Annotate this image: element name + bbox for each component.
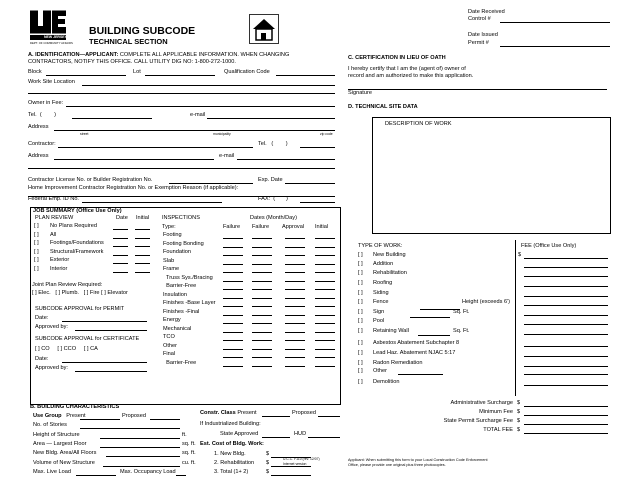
work-type-label: Other <box>373 368 387 374</box>
cert-date-field[interactable] <box>62 362 147 363</box>
inspection-date-field[interactable] <box>315 315 335 316</box>
section-a-instructions: COMPLETE ALL APPLICABLE INFORMATION. WHEN CHANGING <box>119 52 290 58</box>
contractor-email-label: e-mail <box>219 153 235 159</box>
inspection-date-field[interactable] <box>315 255 335 256</box>
inspection-date-field[interactable] <box>223 255 243 256</box>
inspection-date-field[interactable] <box>285 366 305 367</box>
fee-dollar-sign: $ <box>518 252 522 258</box>
inspections-dates-header: Dates (Month/Day) <box>250 215 297 221</box>
inspection-date-field[interactable] <box>252 289 272 290</box>
fee-field[interactable] <box>524 356 608 357</box>
plan-date-header: Date <box>116 215 128 221</box>
fee-field[interactable] <box>524 258 608 259</box>
fee-summary-field[interactable] <box>524 424 608 425</box>
work-site-field[interactable] <box>82 85 335 86</box>
fee-field[interactable] <box>524 305 608 306</box>
cost-item-label: 1. New Bldg. <box>214 451 246 457</box>
cost-dollar-sign: $ <box>266 460 270 466</box>
date-issued-label: Date Issued <box>468 32 498 38</box>
plan-review-item[interactable]: [ ] <box>34 265 39 272</box>
work-type-label: Radon Remediation <box>373 360 423 366</box>
inspection-date-field[interactable] <box>315 298 335 299</box>
work-type-checkbox[interactable]: [ ] <box>358 340 363 346</box>
fee-field[interactable] <box>524 324 608 325</box>
inspection-date-field[interactable] <box>285 264 305 265</box>
fee-summary-dollar: $ <box>517 409 521 415</box>
fee-summary-field[interactable] <box>524 406 608 407</box>
section-c-heading: C. CERTIFICATION IN LIEU OF OATH <box>348 55 446 61</box>
fee-field[interactable] <box>524 296 608 297</box>
new-area-unit: sq. ft. <box>182 450 196 456</box>
section-a-instructions-2: CONTRACTORS, NOTIFY THIS OFFICE. CALL UTILITY DIG NO: 1-800-272-1000. <box>28 59 236 65</box>
fee-summary-label: State Permit Surcharge Fee <box>443 418 513 424</box>
control-no-label: Control # <box>468 16 491 22</box>
owner-field[interactable] <box>66 106 335 107</box>
inspection-date-field[interactable] <box>223 289 243 290</box>
plan-date-field[interactable] <box>113 246 128 247</box>
state-approved-label: State Approved <box>220 431 259 437</box>
occupancy-field[interactable] <box>176 475 186 476</box>
use-group-proposed: Proposed <box>122 413 146 419</box>
street-caption: street <box>80 132 89 136</box>
lot-field[interactable] <box>145 75 215 76</box>
inspection-date-field[interactable] <box>223 298 243 299</box>
inspection-date-field[interactable] <box>285 281 305 282</box>
use-group-present: Present <box>66 413 86 419</box>
house-icon <box>249 14 279 44</box>
height-label: Height of Structure <box>33 432 80 438</box>
work-type-label: Roofing <box>373 280 393 286</box>
form-version: Internet version <box>283 462 307 466</box>
inspection-date-field[interactable] <box>285 332 305 333</box>
work-type-checkbox[interactable]: [ ] <box>358 379 363 385</box>
plan-initial-header: Initial <box>136 215 150 221</box>
signature-label: Signature <box>348 90 372 96</box>
plan-review-item[interactable]: [ ] <box>34 257 39 263</box>
other-field[interactable] <box>398 374 443 375</box>
work-type-label: Rehabilitation <box>373 270 407 276</box>
joint-review-options[interactable]: [ ] Elec. [ ] Plumb. [ ] Fire [ ] Elevator <box>32 290 128 296</box>
municipality-caption: municipality <box>213 132 231 136</box>
inspection-date-field[interactable] <box>252 272 272 273</box>
inspection-type: Final <box>163 351 176 357</box>
cost-field[interactable] <box>271 475 311 476</box>
plan-initial-field[interactable] <box>135 272 150 273</box>
fee-header: FEE (Office Use Only) <box>521 243 577 249</box>
plan-initial-field[interactable] <box>135 246 150 247</box>
work-type-label: Asbestos Abatement Subchapter 8 <box>373 340 460 346</box>
section-b-heading: B. BUILDING CHARACTERISTICS <box>30 404 120 410</box>
cost-item-label: 2. Rehabilitation <box>214 460 255 466</box>
use-group-label: Use Group <box>33 413 62 419</box>
home-improvement-label: Home Improvement Contractor Registration No. or Exemption Reason (if applicable): <box>28 185 239 191</box>
inspection-type: Frame <box>163 266 180 272</box>
inspection-date-field[interactable] <box>315 264 335 265</box>
federal-id-field[interactable] <box>82 202 222 203</box>
inspection-type: Slab <box>163 257 175 264</box>
owner-label: Owner in Fee: <box>28 100 64 106</box>
plan-review-item-label: Structural/Framework <box>50 248 104 255</box>
contractor-tel-field[interactable] <box>300 147 335 148</box>
inspection-date-field[interactable] <box>315 366 335 367</box>
plan-review-item[interactable]: [ ] <box>34 223 39 229</box>
work-type-label: Addition <box>373 261 394 267</box>
live-load-label: Max. Live Load <box>33 469 71 475</box>
inspection-date-field[interactable] <box>223 349 243 350</box>
page-title: BUILDING SUBCODE <box>89 25 196 37</box>
inspection-date-field[interactable] <box>252 357 272 358</box>
height-unit: ft. <box>182 432 187 438</box>
approval-date-label: Date: <box>35 315 49 321</box>
inspection-date-field[interactable] <box>223 357 243 358</box>
inspection-date-field[interactable] <box>252 255 272 256</box>
inspection-date-field[interactable] <box>223 323 243 324</box>
inspections-failure-header-2: Failure <box>252 224 270 230</box>
certification-text-1: I hereby certify that I am the (agent of) owner of <box>348 66 466 72</box>
work-type-checkbox[interactable]: [ ] <box>358 252 363 258</box>
owner-tel-label: Tel. ( ) <box>28 112 57 118</box>
work-type-checkbox[interactable]: [ ] <box>358 309 363 315</box>
zip-caption: zip code <box>320 132 333 136</box>
state-approved-field[interactable] <box>262 437 290 438</box>
inspection-date-field[interactable] <box>252 315 272 316</box>
inspection-date-field[interactable] <box>285 238 305 239</box>
area-field[interactable] <box>100 447 180 448</box>
page-subtitle: TECHNICAL SECTION <box>89 37 168 46</box>
inspection-date-field[interactable] <box>285 315 305 316</box>
inspection-date-field[interactable] <box>315 349 335 350</box>
inspection-date-field[interactable] <box>223 340 243 341</box>
plan-review-item-label: All <box>50 231 57 238</box>
cert-approved-by-field[interactable] <box>75 371 147 372</box>
constr-class-present: Present <box>237 410 257 416</box>
inspection-type: Barrier-Free <box>163 359 197 366</box>
plan-date-field[interactable] <box>113 263 128 264</box>
plan-review-item[interactable]: [ ] <box>34 248 39 255</box>
fee-summary-dollar: $ <box>517 418 521 424</box>
hud-field[interactable] <box>308 437 340 438</box>
inspection-date-field[interactable] <box>223 281 243 282</box>
cost-dollar-sign: $ <box>266 469 270 475</box>
contractor-tel-label: Tel. ( ) <box>258 141 288 147</box>
logo <box>29 10 67 45</box>
fee-summary-field[interactable] <box>524 415 608 416</box>
description-label: DESCRIPTION OF WORK <box>385 121 452 127</box>
type-of-work-label: TYPE OF WORK: <box>358 243 403 249</box>
fee-field[interactable] <box>524 286 608 287</box>
contractor-address-label: Address <box>28 153 49 159</box>
work-type-label: Retaining Wall <box>373 328 409 334</box>
work-type-checkbox[interactable]: [ ] <box>358 290 363 296</box>
fee-summary-dollar: $ <box>517 400 521 406</box>
logo-subtext: DEPT. OF COMMUNITY AFFAIRS <box>30 41 73 45</box>
work-type-label: Sign <box>373 309 385 315</box>
form-id: U.C.C. F110 (rev. 12/07) <box>283 457 320 461</box>
federal-id-label: Federal Emp. ID No. <box>28 196 79 202</box>
work-type-label: Lead Haz. Abatement NJAC 5:17 <box>373 350 456 356</box>
plan-initial-field[interactable] <box>135 229 150 230</box>
inspection-date-field[interactable] <box>315 238 335 239</box>
constr-class-label: Constr. Class <box>200 410 236 416</box>
fee-field[interactable] <box>524 346 608 347</box>
cost-field[interactable] <box>271 466 311 467</box>
work-type-label: Pool <box>373 318 385 324</box>
volume-label: Volume of New Structure <box>33 460 95 466</box>
height-field[interactable] <box>100 438 180 439</box>
owner-tel-field[interactable] <box>72 118 152 119</box>
inspection-date-field[interactable] <box>223 332 243 333</box>
use-group-proposed-field[interactable] <box>150 419 180 420</box>
new-area-field[interactable] <box>106 456 180 457</box>
owner-address-field[interactable] <box>54 130 335 131</box>
work-type-checkbox[interactable]: [ ] <box>358 360 363 366</box>
plan-initial-field[interactable] <box>135 238 150 239</box>
inspection-date-field[interactable] <box>252 323 272 324</box>
exp-date-label: Exp. Date <box>258 177 283 183</box>
inspection-date-field[interactable] <box>223 272 243 273</box>
owner-address-label: Address <box>28 124 49 130</box>
volume-field[interactable] <box>103 466 180 467</box>
inspection-date-field[interactable] <box>223 366 243 367</box>
cert-date-label: Date: <box>35 356 49 362</box>
inspection-date-field[interactable] <box>285 340 305 341</box>
inspection-type: Finishes -Base Layer <box>163 300 216 306</box>
fee-summary-label: Minimum Fee <box>479 409 513 415</box>
approved-by-label: Approved by: <box>35 324 68 330</box>
inspection-type: Mechanical <box>163 325 192 332</box>
plan-initial-field[interactable] <box>135 263 150 264</box>
constr-class-proposed-field[interactable] <box>318 416 340 417</box>
fax-field[interactable] <box>300 202 335 203</box>
block-label: Block <box>28 69 42 75</box>
sign-sqft-label: Sq. Ft. <box>453 309 470 315</box>
plan-review-label: PLAN REVIEW <box>35 215 74 221</box>
job-summary-heading: JOB SUMMARY (Office Use Only) <box>33 208 122 214</box>
qual-code-label: Qualification Code <box>224 69 270 75</box>
fee-column <box>515 240 612 396</box>
work-type-checkbox[interactable]: [ ] <box>358 368 363 374</box>
cost-dollar-sign: $ <box>266 451 270 457</box>
owner-email-field[interactable] <box>207 118 335 119</box>
fax-label: FAX: ( ) <box>258 196 288 202</box>
plan-review-item[interactable]: [ ] <box>34 231 39 238</box>
inspection-date-field[interactable] <box>223 315 243 316</box>
inspection-date-field[interactable] <box>285 357 305 358</box>
plan-date-field[interactable] <box>113 255 128 256</box>
work-type-checkbox[interactable]: [ ] <box>358 328 363 334</box>
plan-date-field[interactable] <box>113 229 128 230</box>
inspection-type: Insulation <box>163 291 187 298</box>
inspection-date-field[interactable] <box>315 340 335 341</box>
approval-permit-label: SUBCODE APPROVAL for PERMIT <box>35 306 125 312</box>
certification-text-2: record and am authorized to make this application. <box>348 73 474 79</box>
fee-summary-label: TOTAL FEE <box>483 427 513 433</box>
fee-field[interactable] <box>524 276 608 277</box>
fee-field[interactable] <box>524 334 608 335</box>
exp-date-field[interactable] <box>285 183 335 184</box>
description-box[interactable] <box>372 117 611 234</box>
inspections-type-header: Type: <box>162 224 176 230</box>
inspections-initial-header: Initial <box>315 224 329 230</box>
est-cost-label: Est. Cost of Bldg. Work: <box>200 441 264 447</box>
inspection-date-field[interactable] <box>315 247 335 248</box>
plan-review-item[interactable]: [ ] <box>34 240 39 246</box>
inspections-label: INSPECTIONS <box>162 215 200 221</box>
section-a-heading: A. IDENTIFICATION—APPLICANT: <box>28 52 119 58</box>
approval-date-field[interactable] <box>62 321 147 322</box>
owner-email-label: e-mail <box>190 112 206 118</box>
inspection-date-field[interactable] <box>252 366 272 367</box>
inspection-date-field[interactable] <box>315 323 335 324</box>
work-type-checkbox[interactable]: [ ] <box>358 270 363 276</box>
approval-cert-label: SUBCODE APPROVAL for CERTIFICATE <box>35 336 140 342</box>
new-area-label: New Bldg. Area/All Floors <box>33 450 97 456</box>
wall-sqft-label: Sq. Ft. <box>453 328 470 334</box>
stories-label: No. of Stories <box>33 422 67 428</box>
constr-class-proposed: Proposed <box>292 410 316 416</box>
volume-unit: cu. ft. <box>182 460 196 466</box>
contractor-field[interactable] <box>58 147 253 148</box>
inspection-type: Footing <box>163 232 182 238</box>
inspection-date-field[interactable] <box>252 247 272 248</box>
inspection-type: Other <box>163 342 177 349</box>
work-type-checkbox[interactable]: [ ] <box>358 261 363 267</box>
inspection-date-field[interactable] <box>223 264 243 265</box>
fee-field[interactable] <box>524 374 608 375</box>
inspections-failure-header-1: Failure <box>223 224 241 230</box>
inspection-date-field[interactable] <box>285 289 305 290</box>
fence-height-label: Height (exceeds 6') <box>462 299 511 305</box>
work-type-label: Fence <box>373 299 389 305</box>
inspection-date-field[interactable] <box>285 298 305 299</box>
work-site-label: Work Site Location <box>28 79 75 85</box>
inspections-approval-header: Approval <box>282 224 305 230</box>
inspection-date-field[interactable] <box>315 272 335 273</box>
work-type-checkbox[interactable]: [ ] <box>358 280 363 286</box>
fee-summary-label: Administrative Surcharge <box>450 400 513 406</box>
inspection-type: Truss Sys./Bracing <box>163 274 213 281</box>
inspection-date-field[interactable] <box>223 238 243 239</box>
work-type-label: Siding <box>373 290 389 296</box>
constr-class-present-field[interactable] <box>262 416 290 417</box>
cert-options[interactable]: [ ] CO [ ] CCO [ ] CA <box>35 346 98 352</box>
stories-field[interactable] <box>80 428 180 429</box>
inspection-date-field[interactable] <box>285 306 305 307</box>
license-field[interactable] <box>169 183 253 184</box>
inspection-date-field[interactable] <box>315 289 335 290</box>
inspection-date-field[interactable] <box>315 357 335 358</box>
inspection-date-field[interactable] <box>285 272 305 273</box>
inspection-date-field[interactable] <box>252 264 272 265</box>
fee-field[interactable] <box>524 385 608 386</box>
plan-date-field[interactable] <box>113 272 128 273</box>
inspection-date-field[interactable] <box>252 349 272 350</box>
work-type-checkbox[interactable]: [ ] <box>358 318 363 324</box>
plan-review-item-label: Footings/Foundations <box>50 240 104 246</box>
inspection-type: TCO <box>163 334 175 340</box>
inspection-date-field[interactable] <box>285 323 305 324</box>
cost-item-label: 3. Total (1+ 2) <box>214 469 249 475</box>
lot-label: Lot <box>133 69 141 75</box>
inspection-type: Barrier-Free <box>163 283 197 289</box>
permit-no-label: Permit # <box>468 40 489 46</box>
inspection-date-field[interactable] <box>252 340 272 341</box>
industrialized-label: If Industrialized Building: <box>200 421 261 427</box>
plan-review-item-label: No Plans Required <box>50 223 97 229</box>
work-type-checkbox[interactable]: [ ] <box>358 350 363 356</box>
plan-review-item-label: Exterior <box>50 257 70 263</box>
inspection-date-field[interactable] <box>285 255 305 256</box>
inspection-type: Footing Bonding <box>163 240 204 247</box>
block-field[interactable] <box>46 75 126 76</box>
logo-text: NEW JERSEY <box>44 35 67 39</box>
live-load-field[interactable] <box>76 475 116 476</box>
inspection-date-field[interactable] <box>252 298 272 299</box>
fee-summary-field[interactable] <box>524 433 608 434</box>
inspection-type: Foundation <box>163 249 191 255</box>
contractor-label: Contractor: <box>28 141 56 147</box>
fee-field[interactable] <box>524 366 608 367</box>
inspection-type: Finishes -Final <box>163 308 200 315</box>
plan-initial-field[interactable] <box>135 255 150 256</box>
area-unit: sq. ft. <box>182 441 196 447</box>
footer-note-1: Applicant: When submitting this form to your Local Construction Code Enforcement <box>348 458 488 462</box>
approved-by-field[interactable] <box>75 330 147 331</box>
section-d-heading: D. TECHNICAL SITE DATA <box>348 104 418 110</box>
footer-note-2: Office, please provide one original plus three photocopies. <box>348 463 446 467</box>
contractor-email-field[interactable] <box>237 159 335 160</box>
qual-code-field[interactable] <box>276 75 335 76</box>
hud-label: HUD <box>294 431 307 437</box>
contractor-address-field[interactable] <box>54 159 214 160</box>
fee-summary-dollar: $ <box>517 427 521 433</box>
use-group-present-field[interactable] <box>80 419 120 420</box>
inspection-date-field[interactable] <box>252 306 272 307</box>
joint-review-label: Joint Plan Review Required: <box>32 282 103 288</box>
signature-field[interactable] <box>348 89 607 90</box>
inspection-date-field[interactable] <box>223 247 243 248</box>
fee-field[interactable] <box>524 315 608 316</box>
work-type-label: New Building <box>373 252 406 258</box>
work-type-checkbox[interactable]: [ ] <box>358 299 363 305</box>
inspection-date-field[interactable] <box>285 349 305 350</box>
cert-approved-by-label: Approved by: <box>35 365 68 371</box>
fee-field[interactable] <box>524 267 608 268</box>
inspection-date-field[interactable] <box>223 306 243 307</box>
plan-date-field[interactable] <box>113 238 128 239</box>
area-label: Area — Largest Floor <box>33 441 87 447</box>
inspection-date-field[interactable] <box>315 281 335 282</box>
work-type-label: Demolition <box>373 379 400 385</box>
license-label: Contractor License No. or Builder Registration No. <box>28 177 153 183</box>
inspection-date-field[interactable] <box>315 332 335 333</box>
date-received-label: Date Received <box>468 9 505 15</box>
inspection-date-field[interactable] <box>285 247 305 248</box>
inspection-date-field[interactable] <box>252 332 272 333</box>
inspection-date-field[interactable] <box>315 306 335 307</box>
occupancy-label: Max. Occupancy Load <box>120 469 176 475</box>
inspection-date-field[interactable] <box>252 238 272 239</box>
plan-review-item-label: Interior <box>50 265 68 272</box>
inspection-type: Energy <box>163 317 181 323</box>
inspection-date-field[interactable] <box>252 281 272 282</box>
